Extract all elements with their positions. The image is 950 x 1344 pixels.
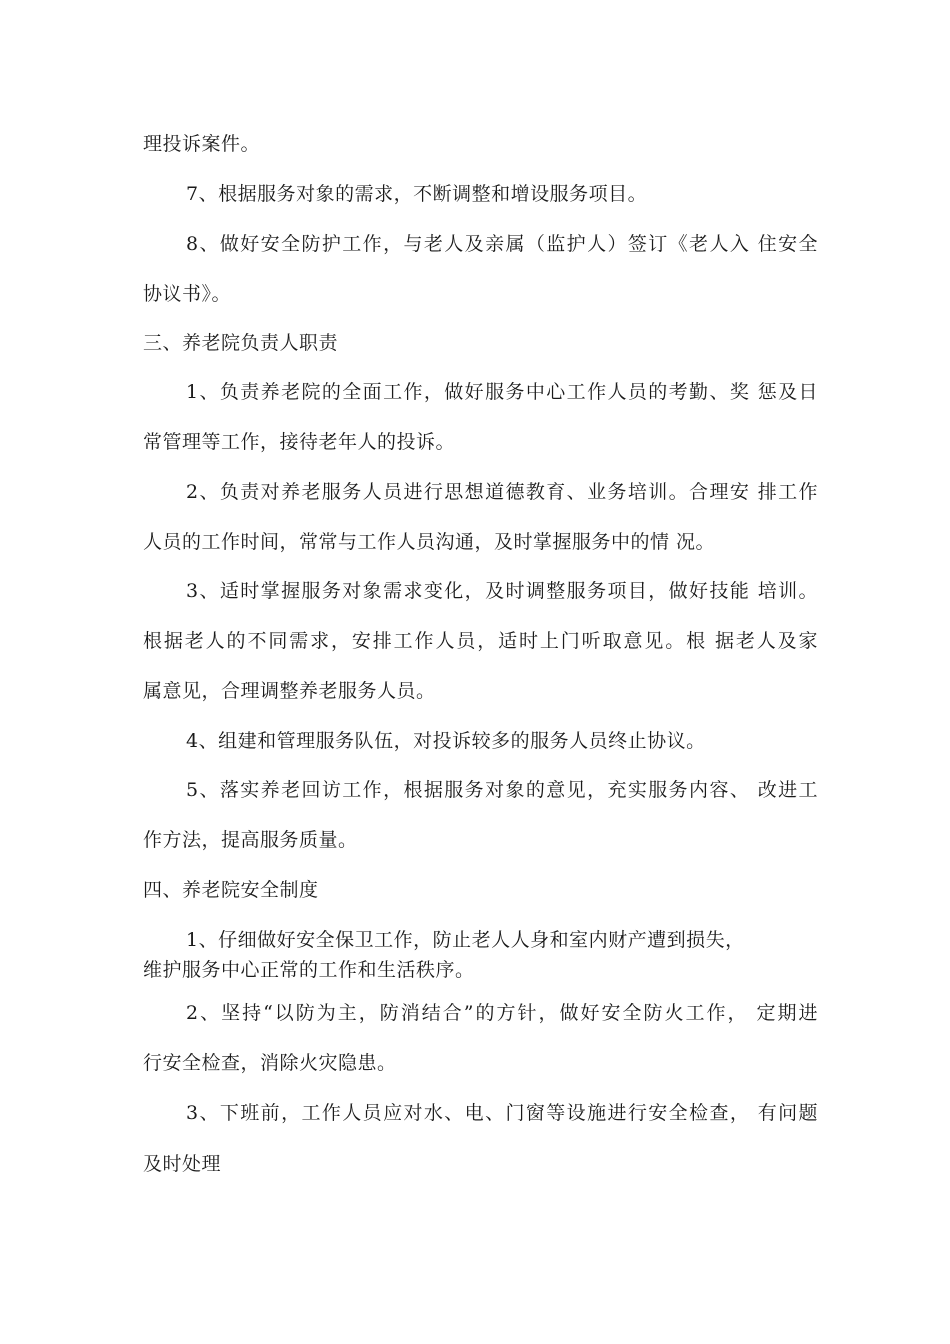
text-line: 作方法，提高服务质量。 xyxy=(143,829,358,851)
text-line: 根据老人的不同需求，安排工作人员，适时上门听取意见。根 据老人及家 xyxy=(143,630,818,652)
text-line: 理投诉案件。 xyxy=(143,133,261,155)
list-item-5: 5、落实养老回访工作，根据服务对象的意见，充实服务内容、 改进工 xyxy=(186,779,818,801)
section-heading-4: 四、养老院安全制度 xyxy=(143,879,319,901)
list-item-8: 8、做好安全防护工作，与老人及亲属（监护人）签订《老人入 住安全 xyxy=(186,233,818,255)
text-line: 及时处理 xyxy=(143,1153,222,1175)
list-item-2: 2、负责对养老服务人员进行思想道德教育、业务培训。合理安 排工作 xyxy=(186,481,818,503)
text-line: 属意见，合理调整养老服务人员。 xyxy=(143,680,436,702)
list-item-7: 7、根据服务对象的需求，不断调整和增设服务项目。 xyxy=(186,183,648,205)
text-line: 人员的工作时间，常常与工作人员沟通，及时掌握服务中的情 况。 xyxy=(143,531,716,553)
text-line: 常管理等工作，接待老年人的投诉。 xyxy=(143,431,456,453)
text-line: 协议书》。 xyxy=(143,283,232,305)
list-item-1: 1、仔细做好安全保卫工作，防止老人人身和室内财产遭到损失， xyxy=(186,929,745,951)
list-item-4: 4、组建和管理服务队伍，对投诉较多的服务人员终止协议。 xyxy=(186,730,706,752)
section-heading-3: 三、养老院负责人职责 xyxy=(143,332,339,354)
list-item-2: 2、坚持“以防为主，防消结合”的方针，做好安全防火工作， 定期进 xyxy=(186,1002,818,1024)
list-item-3: 3、下班前，工作人员应对水、电、门窗等设施进行安全检查， 有问题 xyxy=(186,1102,818,1124)
list-item-1: 1、负责养老院的全面工作，做好服务中心工作人员的考勤、奖 惩及日 xyxy=(186,381,818,403)
list-item-3: 3、适时掌握服务对象需求变化，及时调整服务项目，做好技能 培训。 xyxy=(186,580,818,602)
text-line: 行安全检查，消除火灾隐患。 xyxy=(143,1052,397,1074)
text-line: 维护服务中心正常的工作和生活秩序。 xyxy=(143,959,475,981)
